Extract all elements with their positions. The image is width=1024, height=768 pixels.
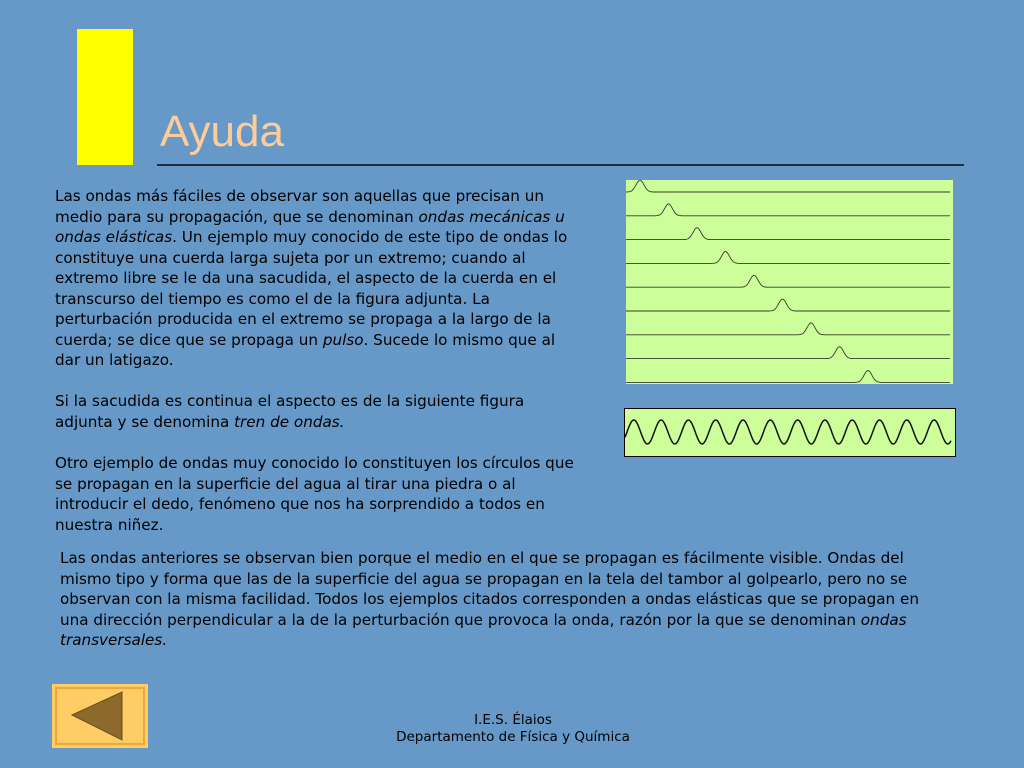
- p1-text-b: . Un ejemplo muy conocido de este tipo de ondas lo constituye una cuerda larga sujeta por un extremo; cuando al extremo libre se le da una sacudida, el aspecto de la cuerda en el transcurso del tiempo es como el de la figura adjunta. La perturbación producida en el extremo se propaga a la largo de la cuerda; se dice que se propaga un: [55, 228, 568, 349]
- yellow-accent-bar: [77, 29, 133, 165]
- paragraph-mechanical-waves: [55, 186, 585, 371]
- back-arrow-icon: [52, 684, 148, 748]
- wave-train-figure: [624, 408, 956, 457]
- pulse-propagation-figure: [626, 180, 953, 384]
- footer: [380, 712, 646, 746]
- back-button[interactable]: [52, 684, 148, 748]
- title-underline: [157, 164, 964, 166]
- pulse-string-line: [626, 275, 950, 287]
- pulse-string-line: [626, 299, 950, 311]
- p1-text-c: . Sucede lo mismo que al dar un latigazo.: [55, 330, 556, 369]
- pulse-string-line: [626, 180, 950, 192]
- p1-emphasis-a: ondas mecánicas u ondas elásticas: [55, 207, 565, 246]
- pulse-string-line: [626, 252, 950, 264]
- p1-text-a: Las ondas más fáciles de observar son aquellas que precisan un medio para su propagación, que se denominan: [55, 187, 544, 226]
- p3-text-a: Otro ejemplo de ondas muy conocido lo constituyen los círculos que se propagan en la superficie del agua al tirar una piedra o al introducir el dedo, fenómeno que nos ha sorprendido a todos en nuestra niñez.: [55, 454, 574, 534]
- pulse-string-line: [626, 323, 950, 335]
- wave-train-svg: [625, 409, 955, 456]
- paragraph-water-circles: [55, 453, 585, 535]
- p2-emphasis-a: tren de ondas.: [234, 412, 345, 431]
- pulse-propagation-svg: [626, 180, 953, 384]
- p4-emphasis-a: ondas transversales.: [60, 610, 907, 649]
- pulse-string-line: [626, 204, 950, 216]
- wave-train-line: [625, 420, 951, 444]
- footer-school: I.E.S. Élaios: [474, 712, 552, 728]
- paragraph-transverse-waves: [60, 548, 940, 651]
- p4-text-a: Las ondas anteriores se observan bien porque el medio en el que se propagan es fácilmente visible. Ondas del mismo tipo y forma que las de la superficie del agua se propagan en la tela del tambor al golpearlo, pero no se observan con la misma facilidad. Todos los ejemplos citados corresponden a ondas elásticas que se propagan en una dirección perpendicular a la de la perturbación que provoca la onda, razón por la que se denominan: [60, 549, 919, 629]
- pulse-string-line: [626, 228, 950, 240]
- paragraph-wave-train: [55, 391, 585, 432]
- pulse-string-line: [626, 371, 950, 383]
- p2-text-a: Si la sacudida es continua el aspecto es de la siguiente figura adjunta y se denomina: [55, 392, 525, 431]
- page-title: Ayuda: [160, 107, 284, 156]
- footer-department: Departamento de Física y Química: [396, 729, 630, 745]
- p1-emphasis-b: pulso: [322, 330, 364, 349]
- pulse-string-line: [626, 347, 950, 359]
